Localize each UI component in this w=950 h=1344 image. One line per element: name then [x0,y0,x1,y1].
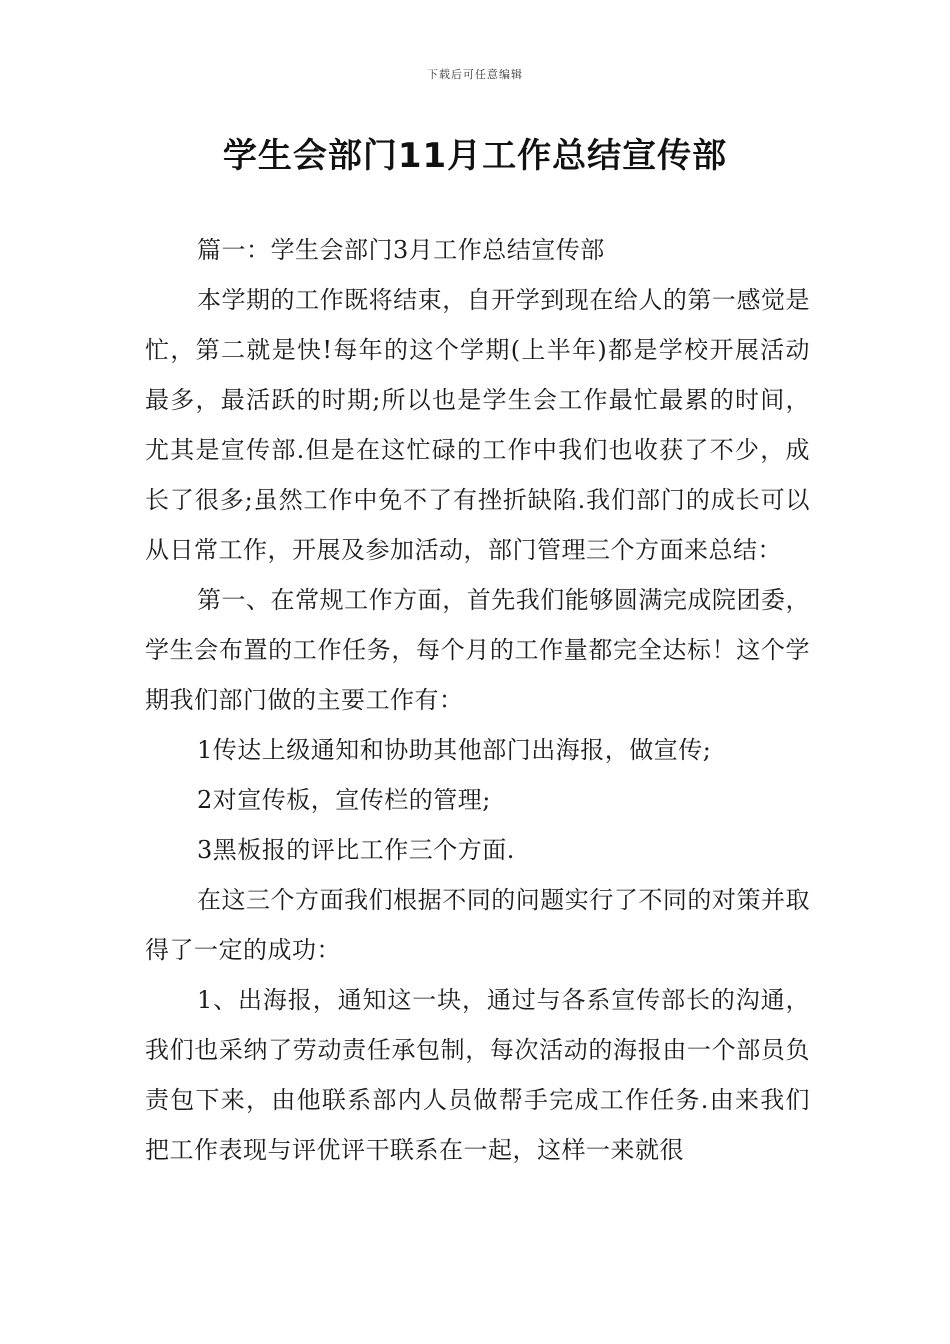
paragraph: 第一、在常规工作方面，首先我们能够圆满完成院团委，学生会布置的工作任务，每个月的工作量都完全达标！这个学期我们部门做的主要工作有： [145,586,810,714]
list-item: 1传达上级通知和协助其他部门出海报，做宣传; [197,736,712,764]
paragraph: 在这三个方面我们根据不同的问题实行了不同的对策并取得了一定的成功： [145,886,810,964]
paragraph: 1、出海报，通知这一块，通过与各系宣传部长的沟通，我们也采纳了劳动责任承包制，每次活动的海报由一个部员负责包下来，由他联系部内人员做帮手完成工作任务.由来我们把工作表现与评优评干联系在一起，这样一来就很 [145,986,810,1164]
list-item: 3黑板报的评比工作三个方面. [197,836,515,864]
list-item: 2对宣传板，宣传栏的管理; [197,786,491,814]
section-heading: 篇一：学生会部门3月工作总结宣传部 [197,236,605,264]
paragraph: 本学期的工作既将结束，自开学到现在给人的第一感觉是忙，第二就是快!每年的这个学期(上半年)都是学校开展活动最多，最活跃的时期;所以也是学生会工作最忙最累的时间，尤其是宣传部.但是在这忙碌的工作中我们也收获了不少，成长了很多;虽然工作中免不了有挫折缺陷.我们部门的成长可以从日常工作，开展及参加活动，部门管理三个方面来总结： [145,286,810,564]
document-title: 学生会部门11月工作总结宣传部 [222,136,728,176]
document-body [145,225,810,1175]
header-note: 下载后可任意编辑 [427,68,523,81]
